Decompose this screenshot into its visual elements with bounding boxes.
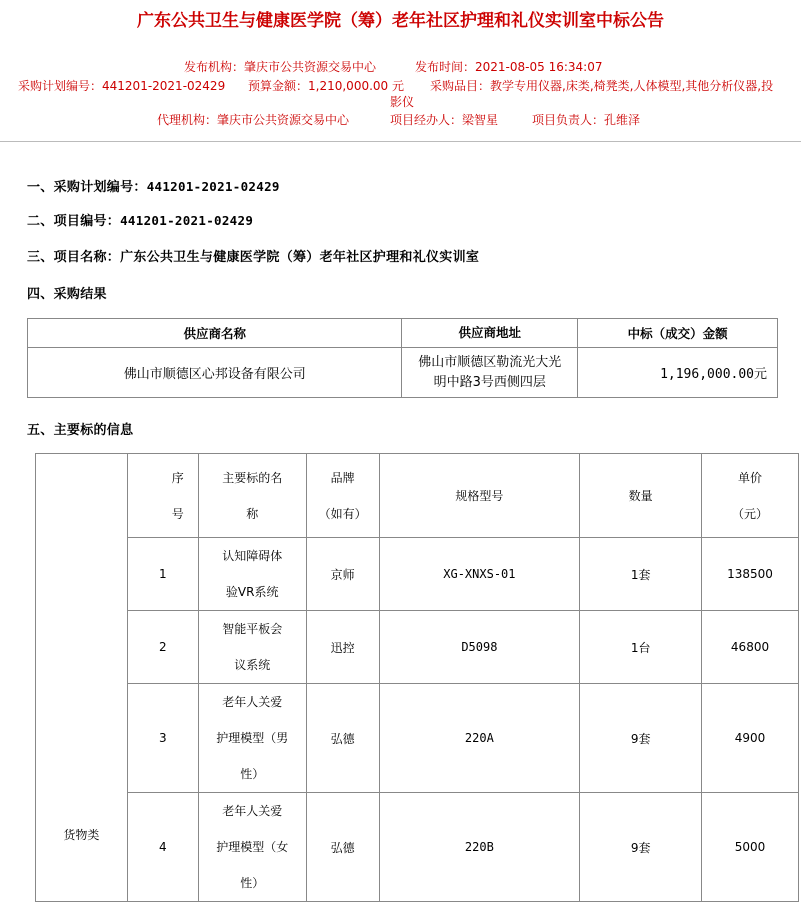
item-name-line2: 护理模型（女 <box>216 840 289 854</box>
table-row <box>36 684 799 793</box>
meta-plan-no <box>18 77 225 94</box>
meta-agency <box>157 111 349 128</box>
table-row <box>28 348 778 398</box>
header-seq-line1: 序 <box>171 470 184 485</box>
section-plan-no-label: 一、采购计划编号： <box>27 180 147 195</box>
item-brand: 弘德 <box>306 793 379 902</box>
award-amount: 1,196,000.00元 <box>578 348 778 398</box>
item-name-line2: 验VR系统 <box>225 585 279 599</box>
meta-leader <box>532 111 640 128</box>
item-seq: 4 <box>127 793 198 902</box>
meta-manager-label: 项目经办人： <box>390 113 463 127</box>
items-table-header <box>36 454 799 538</box>
meta-agency-label: 代理机构： <box>157 113 218 127</box>
meta-leader-label: 项目负责人： <box>532 113 605 127</box>
meta-budget-value: 1,210,000.00 元 <box>308 79 404 93</box>
supplier-address: 佛山市顺德区勒流光大光明中路3号西侧四层 <box>402 348 578 398</box>
item-name-line1: 智能平板会 <box>222 622 283 636</box>
meta-publisher-label: 发布机构： <box>184 60 245 74</box>
table-row <box>36 793 799 902</box>
item-spec: 220B <box>379 793 580 902</box>
item-spec: D5098 <box>379 611 580 684</box>
item-qty: 1套 <box>580 538 702 611</box>
header-divider <box>0 141 801 142</box>
item-brand: 京师 <box>306 538 379 611</box>
item-name <box>198 793 306 902</box>
section-project-no-label: 二、项目编号： <box>27 214 121 229</box>
item-price: 46800 <box>702 611 799 684</box>
section-items-heading: 五、主要标的信息 <box>27 423 134 438</box>
item-brand: 弘德 <box>306 684 379 793</box>
meta-publish-time-label: 发布时间： <box>415 60 476 74</box>
item-price: 4900 <box>702 684 799 793</box>
table-row <box>36 538 799 611</box>
section-project-name <box>27 246 479 265</box>
item-price: 5000 <box>702 793 799 902</box>
result-header-address: 供应商地址 <box>402 319 578 348</box>
section-result-heading: 四、采购结果 <box>27 287 107 302</box>
meta-manager-value: 梁智星 <box>462 113 499 127</box>
meta-publisher <box>184 58 376 75</box>
header-seq <box>127 454 198 538</box>
item-price: 138500 <box>702 538 799 611</box>
section-project-no <box>27 210 253 229</box>
header-name-line2: 称 <box>246 506 259 521</box>
item-qty: 1台 <box>580 611 702 684</box>
item-spec: XG-XNXS-01 <box>379 538 580 611</box>
item-name-line3: 性） <box>240 767 265 781</box>
header-seq-line2: 号 <box>171 506 184 521</box>
item-name <box>198 611 306 684</box>
meta-plan-no-label: 采购计划编号： <box>18 79 103 93</box>
header-brand <box>306 454 379 538</box>
section-project-no-value: 441201-2021-02429 <box>120 213 254 228</box>
item-name-line1: 老年人关爱 <box>222 695 283 709</box>
meta-budget <box>248 77 404 94</box>
meta-publisher-value: 肇庆市公共资源交易中心 <box>244 60 377 74</box>
item-brand: 迅控 <box>306 611 379 684</box>
supplier-name: 佛山市顺德区心邦设备有限公司 <box>28 348 402 398</box>
meta-budget-label: 预算金额： <box>248 79 309 93</box>
item-qty: 9套 <box>580 684 702 793</box>
result-table <box>27 318 778 398</box>
header-price <box>702 454 799 538</box>
page-title: 广东公共卫生与健康医学院（筹）老年社区护理和礼仪实训室中标公告 <box>137 11 664 31</box>
meta-publish-time <box>415 58 602 75</box>
item-name-line2: 护理模型（男 <box>216 731 289 745</box>
meta-items-value: 教学专用仪器,床类,椅凳类,人体模型,其他分析仪器,投 <box>490 79 774 93</box>
category-cell: 货物类 <box>36 454 128 902</box>
item-seq: 1 <box>127 538 198 611</box>
meta-publish-time-value: 2021-08-05 16:34:07 <box>475 60 603 74</box>
item-qty: 9套 <box>580 793 702 902</box>
item-name-line1: 认知障碍体 <box>222 549 283 563</box>
header-spec: 规格型号 <box>379 454 580 538</box>
header-name <box>198 454 306 538</box>
table-row <box>36 611 799 684</box>
header-price-line1: 单价 <box>738 470 763 485</box>
item-name-line3: 性） <box>240 876 265 890</box>
meta-plan-no-value: 441201-2021-02429 <box>102 79 226 93</box>
meta-manager <box>390 111 498 128</box>
result-header-amount: 中标（成交）金额 <box>578 319 778 348</box>
section-plan-no <box>27 176 280 195</box>
meta-items-line2: 影仪 <box>390 95 415 109</box>
item-name-line1: 老年人关爱 <box>222 804 283 818</box>
items-table <box>35 453 799 902</box>
item-seq: 3 <box>127 684 198 793</box>
header-qty: 数量 <box>580 454 702 538</box>
result-table-header <box>28 319 778 348</box>
meta-items-label: 采购品目： <box>430 79 491 93</box>
section-project-name-value: 广东公共卫生与健康医学院（筹）老年社区护理和礼仪实训室 <box>120 250 480 265</box>
item-seq: 2 <box>127 611 198 684</box>
item-name-line2: 议系统 <box>234 658 271 672</box>
meta-items <box>430 77 773 94</box>
header-brand-line1: 品牌 <box>330 470 355 485</box>
item-spec: 220A <box>379 684 580 793</box>
meta-agency-value: 肇庆市公共资源交易中心 <box>217 113 350 127</box>
header-price-line2: （元） <box>732 506 769 521</box>
header-brand-line2: （如有） <box>318 506 367 521</box>
item-name <box>198 538 306 611</box>
header-name-line1: 主要标的名 <box>222 470 283 485</box>
result-header-name: 供应商名称 <box>28 319 402 348</box>
section-plan-no-value: 441201-2021-02429 <box>146 179 280 194</box>
item-name <box>198 684 306 793</box>
meta-leader-value: 孔维泽 <box>604 113 641 127</box>
section-project-name-label: 三、项目名称： <box>27 250 121 265</box>
